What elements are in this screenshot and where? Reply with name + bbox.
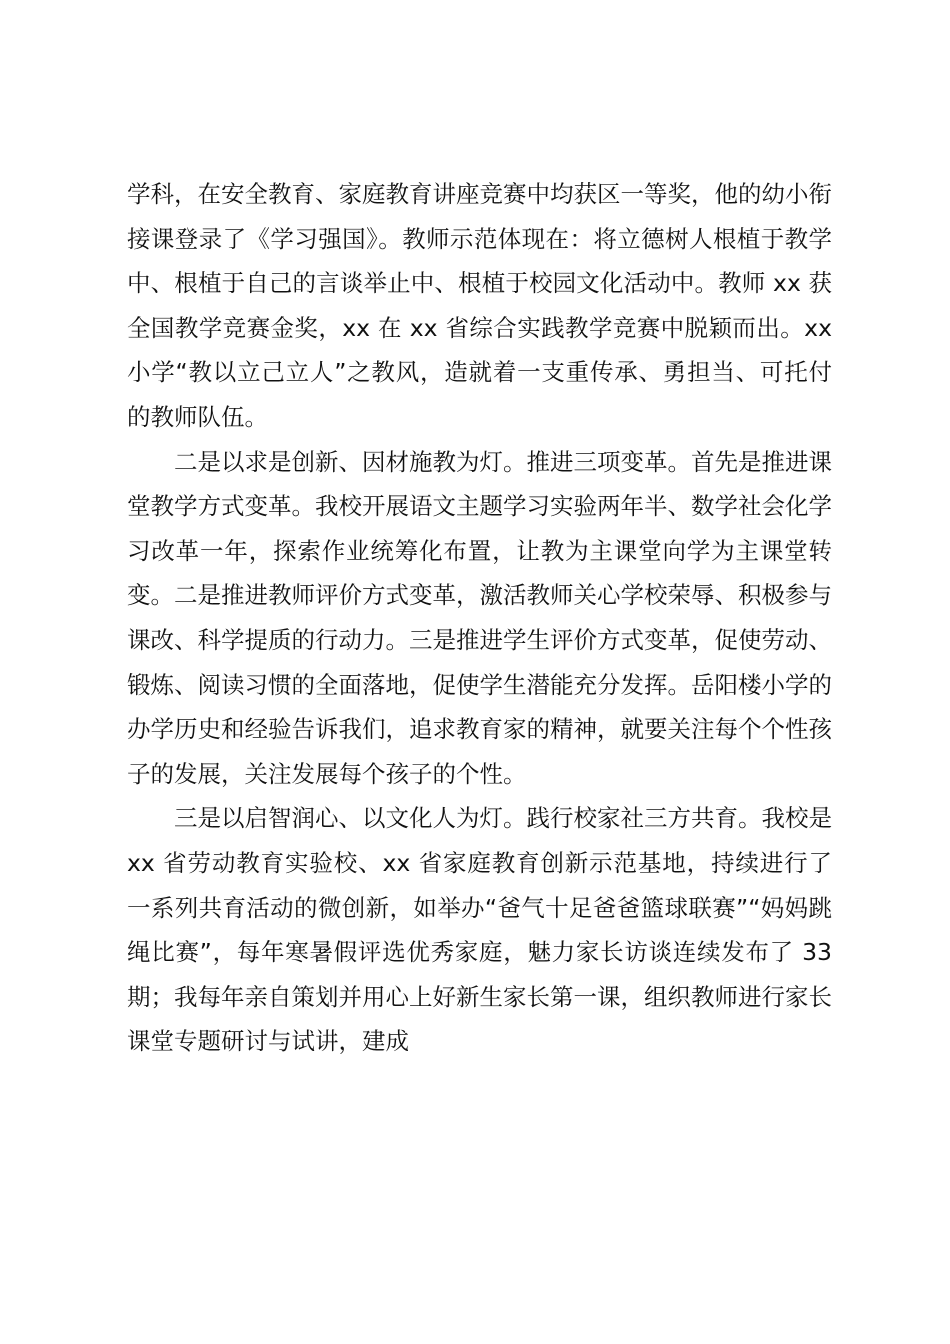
paragraph-3: 三是以启智润心、以文化人为灯。践行校家社三方共育。我校是 xx 省劳动教育实验校、xx 省家庭教育创新示范基地，持续进行了一系列共育活动的微创新，如举办“爸气十足爸爸篮球联赛”“妈妈跳绳比赛”，每年寒暑假评选优秀家庭，魅力家长访谈连续发布了 33 期；我每年亲自策划并用心上好新生家长第一课，组织教师进行家长课堂专题研讨与试讲，建成	[127, 804, 832, 1056]
paragraph-1: 学科，在安全教育、家庭教育讲座竞赛中均获区一等奖，他的幼小衔接课登录了《学习强国》。教师示范体现在：将立德树人根植于教学中、根植于自己的言谈举止中、根植于校园文化活动中。教师 xx 获全国教学竞赛金奖，xx 在 xx 省综合实践教学竞赛中脱颖而出。xx 小学“教以立己立人”之教风，造就着一支重传承、勇担当、可托付的教师队伍。	[127, 180, 832, 431]
paragraph-2: 二是以求是创新、因材施教为灯。推进三项变革。首先是推进课堂教学方式变革。我校开展语文主题学习实验两年半、数学社会化学习改革一年，探索作业统筹化布置，让教为主课堂向学为主课堂转变。二是推进教师评价方式变革，激活教师关心学校荣辱、积极参与课改、科学提质的行动力。三是推进学生评价方式变革，促使劳动、锻炼、阅读习惯的全面落地，促使学生潜能充分发挥。岳阳楼小学的办学历史和经验告诉我们，追求教育家的精神，就要关注每个个性孩子的发展，关注发展每个孩子的个性。	[127, 447, 832, 788]
document-body	[127, 172, 832, 1064]
